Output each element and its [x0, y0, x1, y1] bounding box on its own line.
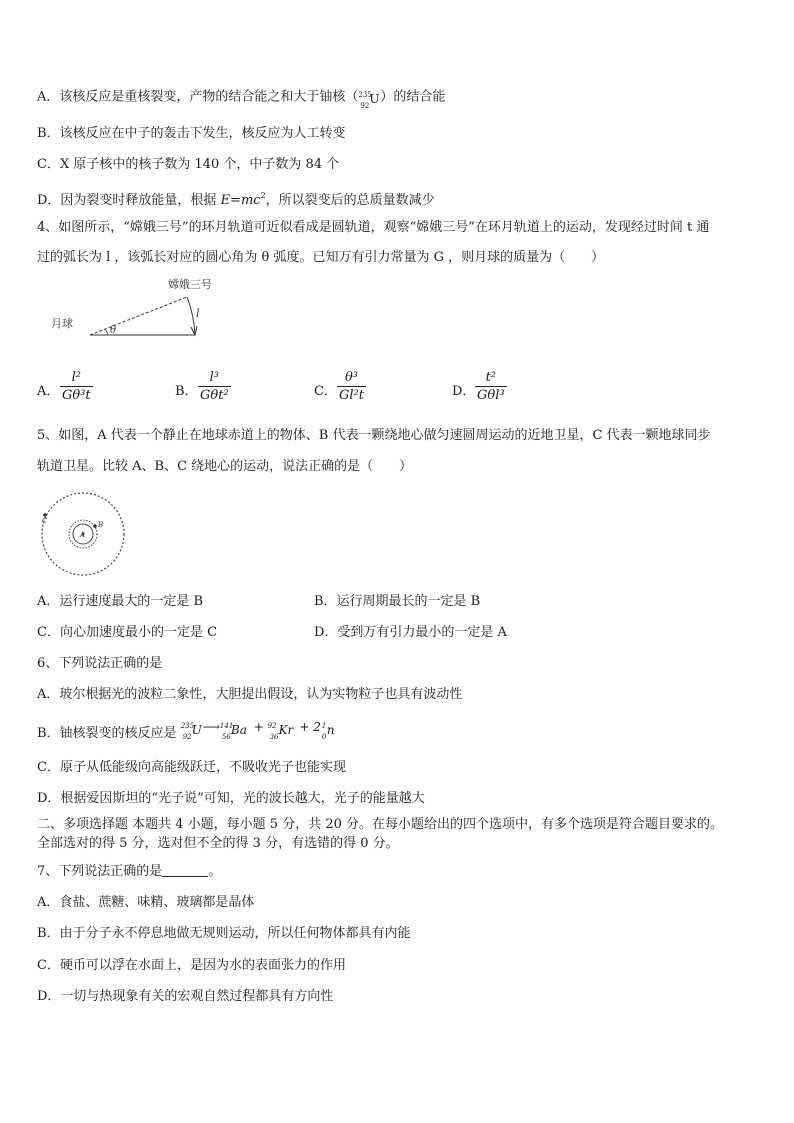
q3-option-d-tail: ，所以裂变后的总质量数减少	[265, 193, 435, 208]
ba141-nuclide	[219, 719, 250, 741]
mass-energy-formula: E=mc	[220, 193, 261, 208]
uranium-nuclide	[358, 88, 380, 110]
q6-option-d: D．根据爱因斯坦的“光子说”可知，光的波长越大，光子的能量越大	[37, 791, 425, 806]
nuclide-mass-number: 1	[321, 721, 327, 730]
q5-option-c: C．向心加速度最小的一定是 C	[37, 625, 218, 640]
nuclide-mass-number: 92	[267, 721, 277, 730]
nuclide-mass-number: 235	[180, 721, 195, 730]
angle-label: θ	[110, 325, 117, 336]
nuclide-mass-number: 235	[358, 91, 372, 99]
q4-option-c-label: C．	[314, 384, 337, 399]
q4-stem-line1: 4、如图所示，“嫦娥三号”的环月轨道可近似看成是圆轨道，观察“嫦娥三号”在环月轨道上的运动，发现经过时间 t 通	[37, 220, 710, 235]
q7-stem-text: 7、下列说法正确的是	[37, 864, 163, 879]
fraction-denominator: Gl²t	[339, 388, 364, 403]
q6-option-b	[37, 720, 335, 743]
label-a: A	[80, 531, 86, 539]
q4-option-b-label: B．	[175, 384, 198, 399]
fraction-numerator: l³	[209, 370, 220, 385]
q3-option-a-text: A．该核反应是重核裂变，产物的结合能之和大于铀核（	[37, 89, 359, 105]
q4-option-b-fraction	[198, 370, 231, 403]
formula-exponent: 2	[260, 191, 266, 200]
nuclide-charge-number: 36	[269, 732, 279, 741]
moon-label: 月球	[51, 317, 73, 330]
reaction-arrow-icon: ⟶	[202, 720, 220, 734]
nuclide-charge-number: 92	[182, 732, 192, 741]
nuclide-symbol: U	[191, 722, 202, 737]
nuclide-symbol: Kr	[278, 722, 294, 737]
q6-stem: 6、下列说法正确的是	[37, 656, 163, 671]
q3-option-b: B．该核反应在中子的轰击下发生，核反应为人工转变	[37, 126, 346, 141]
orbit-arc	[187, 297, 195, 335]
section2-line1: 二、多项选择题 本题共 4 小题，每小题 5 分，共 20 分。在每小题给出的四个选项中，有多个选项是符合题目要求的。	[37, 817, 724, 832]
probe-label: 嫦娥三号	[168, 278, 212, 291]
nuclide-symbol: U	[369, 92, 380, 106]
fraction-denominator: Gθ³t	[62, 388, 91, 403]
fraction-denominator: Gθt²	[200, 388, 229, 403]
nuclide-charge-number: 56	[221, 732, 231, 741]
kr92-nuclide	[267, 719, 296, 741]
plus-two: + 2	[295, 720, 321, 734]
q5-option-d: D．受到万有引力最小的一定是 A	[314, 625, 507, 640]
satellite-b-dot	[93, 524, 97, 528]
q5-orbits-figure	[38, 490, 128, 580]
nuclide-charge-number: 92	[360, 102, 370, 110]
fraction-numerator: t²	[485, 370, 497, 385]
q3-option-c: C．X 原子核中的核子数为 140 个，中子数为 84 个	[37, 157, 340, 172]
q4-stem-line2: 过的弧长为 l ，该弧长对应的圆心角为 θ 弧度。已知万有引力常量为 G ，则月球的质量为（ ）	[37, 250, 605, 265]
angle-arc	[105, 329, 107, 335]
q5-option-b: B．运行周期最长的一定是 B	[314, 594, 481, 609]
q4-orbit-figure	[45, 275, 215, 345]
q3-option-d-text: D．因为裂变时释放能量，根据	[37, 193, 221, 208]
q3-option-d	[37, 187, 435, 210]
q7-option-d: D．一切与热现象有关的宏观自然过程都具有方向性	[37, 989, 334, 1004]
q4-option-d-fraction	[475, 370, 507, 403]
u235-nuclide	[180, 719, 203, 741]
q3-option-a	[37, 88, 446, 110]
answer-blank	[162, 864, 208, 877]
nuclide-mass-number: 141	[219, 721, 234, 730]
q5-stem-line2: 轨道卫星。比较 A、B、C 绕地心的运动，说法正确的是（ ）	[37, 459, 413, 474]
nuclide-charge-number: 0	[321, 732, 327, 741]
nuclide-symbol: Ba	[230, 722, 247, 737]
radius-line-dashed	[90, 297, 187, 335]
label-b: B	[98, 521, 104, 529]
q7-option-a: A．食盐、蔗糖、味精、玻璃都是晶体	[37, 895, 255, 910]
nuclide-symbol: n	[326, 722, 335, 737]
q4-option-d-label: D．	[452, 384, 476, 399]
q3-option-a-tail: ）的结合能	[380, 89, 446, 105]
fraction-numerator: l²	[71, 370, 82, 385]
q7-option-b: B．由于分子永不停息地做无规则运动，所以任何物体都具有内能	[37, 926, 411, 941]
label-c: C	[42, 517, 48, 525]
q6-option-a: A．玻尔根据光的波粒二象性，大胆提出假设，认为实物粒子也具有波动性	[37, 687, 463, 702]
section2-line2: 全部选对的得 5 分，选对但不全的得 3 分，有选错的得 0 分。	[37, 836, 399, 851]
fraction-numerator: θ³	[344, 370, 359, 385]
q4-option-a-fraction	[60, 370, 93, 403]
q7-option-c: C．硬币可以浮在水面上，是因为水的表面张力的作用	[37, 958, 346, 973]
q6-option-c: C．原子从低能级向高能级跃迁，不吸收光子也能实现	[37, 760, 346, 775]
q5-stem-line1: 5、如图，A 代表一个静止在地球赤道上的物体、B 代表一颗绕地心做匀速圆周运动的近地卫星，C 代表一颗地球同步	[37, 428, 711, 443]
fraction-denominator: Gθl³	[477, 388, 505, 403]
fission-equation	[180, 720, 335, 741]
q7-stem-tail: 。	[208, 864, 222, 879]
arc-length-label: l	[196, 307, 200, 320]
plus-sign: +	[249, 720, 268, 734]
q4-option-a-label: A．	[37, 384, 60, 399]
q6-option-b-text: B．铀核裂变的核反应是	[37, 726, 177, 741]
neutron-nuclide	[321, 719, 335, 741]
q4-option-c-fraction	[337, 370, 366, 403]
q5-option-a: A．运行速度最大的一定是 B	[37, 594, 204, 609]
q7-stem	[37, 863, 221, 881]
